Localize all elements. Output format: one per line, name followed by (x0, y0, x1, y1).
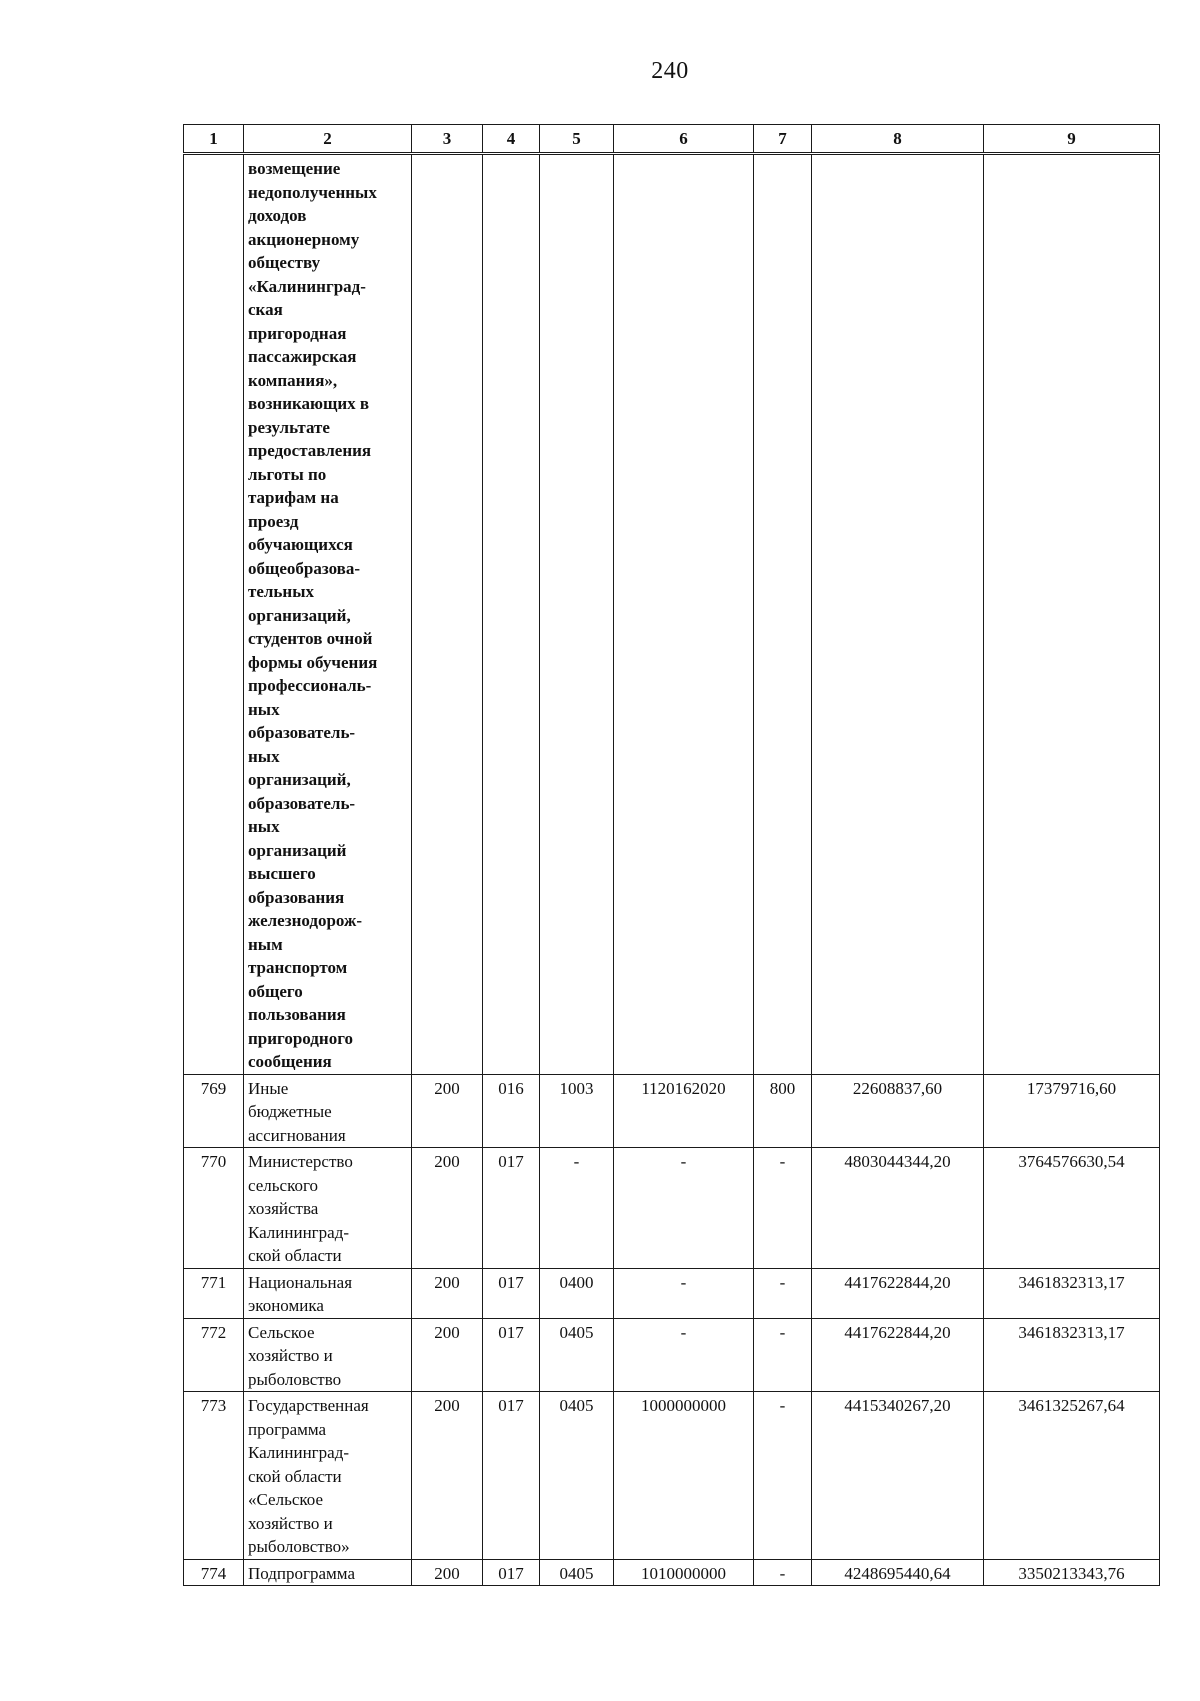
row-name-text: Государственная программа Калининград- ской области «Сельское хозяйство и рыболовство» (248, 1396, 369, 1556)
table-row (184, 1148, 1160, 1269)
page-number: 240 (651, 58, 689, 84)
row-col-9: 3461325267,64 (984, 1392, 1160, 1560)
row-col-4: 017 (483, 1392, 540, 1560)
row-col-9 (984, 154, 1160, 1075)
row-col-7 (754, 154, 812, 1075)
row-col-9: 3350213343,76 (984, 1559, 1160, 1586)
row-col-3: 200 (412, 1074, 483, 1148)
row-col-6: - (614, 1318, 754, 1392)
row-name (244, 1074, 412, 1148)
row-number: 773 (184, 1392, 244, 1560)
row-name-text: Министерство сельского хозяйства Калининград- ской области (248, 1152, 353, 1265)
row-col-8: 4417622844,20 (812, 1268, 984, 1318)
row-col-5: 0405 (540, 1318, 614, 1392)
column-header-3: 3 (412, 125, 483, 154)
row-col-6: 1000000000 (614, 1392, 754, 1560)
row-col-8 (812, 154, 984, 1075)
row-col-6 (614, 154, 754, 1075)
row-number: 770 (184, 1148, 244, 1269)
row-col-5 (540, 154, 614, 1075)
row-col-5: 0400 (540, 1268, 614, 1318)
row-name-text: Национальная экономика (248, 1272, 353, 1315)
row-col-9: 3461832313,17 (984, 1268, 1160, 1318)
row-col-4: 017 (483, 1318, 540, 1392)
row-col-9: 17379716,60 (984, 1074, 1160, 1148)
table-row-continued (184, 154, 1160, 1075)
row-name-text: Подпрограмма (248, 1563, 355, 1583)
row-col-7: - (754, 1318, 812, 1392)
row-col-6: - (614, 1148, 754, 1269)
row-col-5: 0405 (540, 1392, 614, 1560)
row-name (244, 1559, 412, 1586)
row-name-text: Иные бюджетные ассигнования (248, 1078, 346, 1145)
row-col-8: 4417622844,20 (812, 1318, 984, 1392)
table-row (184, 1318, 1160, 1392)
row-col-7: - (754, 1559, 812, 1586)
row-name (244, 1392, 412, 1560)
row-number: 769 (184, 1074, 244, 1148)
table-row (184, 1559, 1160, 1586)
row-name-text: возмещение недополученных доходов акционерному обществу «Калининград- ская пригородная пассажирская компания», возникающих в результате предоставления льготы по тарифам на проезд обучающихся общеобразова- тельных организаций, студентов очной формы обучения профессиональ- ных образователь- ных организаций, образователь- ных организаций высшего образования железнодорож- ным транспортом общего пользования пригородного сообщения (248, 159, 378, 1071)
row-col-9: 3461832313,17 (984, 1318, 1160, 1392)
row-number (184, 154, 244, 1075)
column-header-5: 5 (540, 125, 614, 154)
row-name (244, 1148, 412, 1269)
row-col-3: 200 (412, 1148, 483, 1269)
row-col-4: 017 (483, 1148, 540, 1269)
row-col-4 (483, 154, 540, 1075)
row-number: 772 (184, 1318, 244, 1392)
row-col-3: 200 (412, 1318, 483, 1392)
row-col-6: - (614, 1268, 754, 1318)
table-row (184, 1392, 1160, 1560)
column-header-8: 8 (812, 125, 984, 154)
row-number: 774 (184, 1559, 244, 1586)
row-number: 771 (184, 1268, 244, 1318)
row-name (244, 1318, 412, 1392)
row-col-7: - (754, 1148, 812, 1269)
row-col-3: 200 (412, 1559, 483, 1586)
column-header-6: 6 (614, 125, 754, 154)
column-header-9: 9 (984, 125, 1160, 154)
row-col-8: 22608837,60 (812, 1074, 984, 1148)
column-header-7: 7 (754, 125, 812, 154)
row-name (244, 1268, 412, 1318)
row-col-7: - (754, 1268, 812, 1318)
table-row (184, 1074, 1160, 1148)
row-col-4: 017 (483, 1559, 540, 1586)
table-row (184, 1268, 1160, 1318)
row-col-8: 4415340267,20 (812, 1392, 984, 1560)
row-col-6: 1010000000 (614, 1559, 754, 1586)
row-name-text: Сельское хозяйство и рыболовство (248, 1322, 342, 1389)
row-col-4: 017 (483, 1268, 540, 1318)
column-header-row (184, 125, 1160, 154)
row-col-8: 4803044344,20 (812, 1148, 984, 1269)
row-col-6: 1120162020 (614, 1074, 754, 1148)
column-header-2: 2 (244, 125, 412, 154)
row-col-5: - (540, 1148, 614, 1269)
budget-table (183, 124, 1160, 1586)
row-col-7: - (754, 1392, 812, 1560)
column-header-4: 4 (483, 125, 540, 154)
column-header-1: 1 (184, 125, 244, 154)
row-col-3 (412, 154, 483, 1075)
row-col-5: 1003 (540, 1074, 614, 1148)
row-col-4: 016 (483, 1074, 540, 1148)
row-col-3: 200 (412, 1392, 483, 1560)
row-col-7: 800 (754, 1074, 812, 1148)
row-col-5: 0405 (540, 1559, 614, 1586)
row-col-8: 4248695440,64 (812, 1559, 984, 1586)
row-col-9: 3764576630,54 (984, 1148, 1160, 1269)
row-name (244, 154, 412, 1075)
row-col-3: 200 (412, 1268, 483, 1318)
